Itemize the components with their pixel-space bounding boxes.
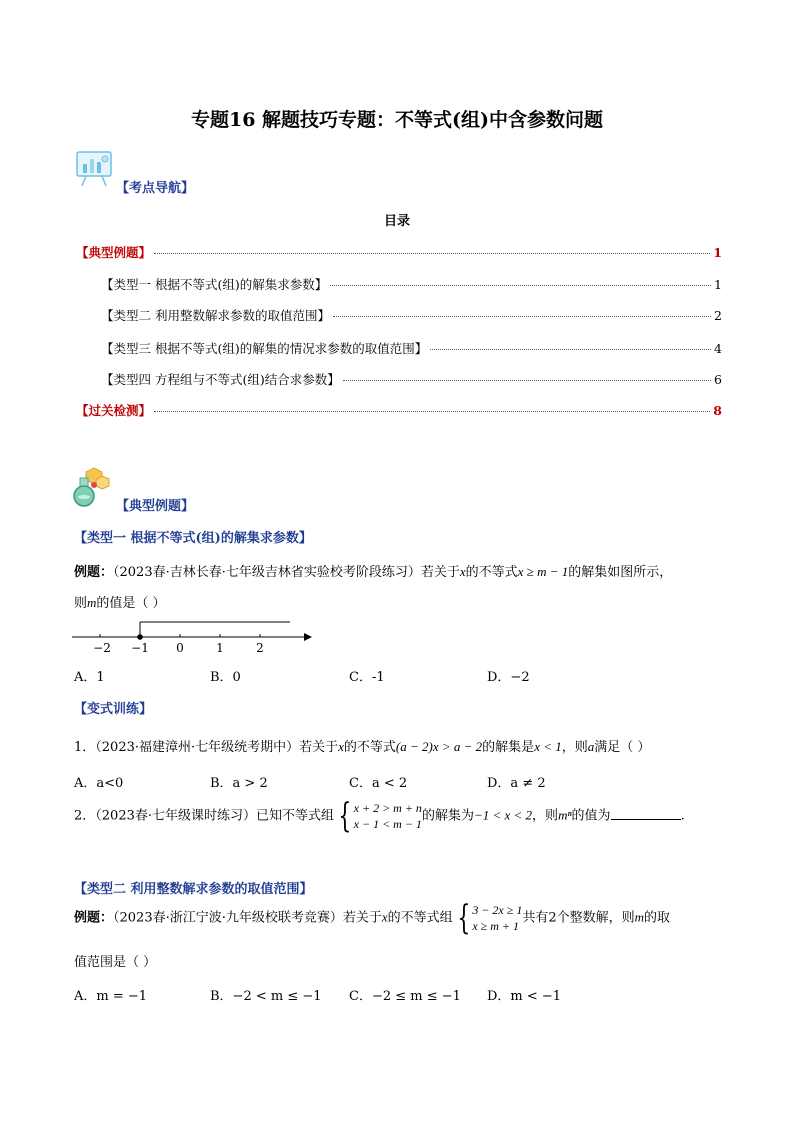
toc-row[interactable]	[101, 306, 722, 324]
section-label: 【典型例题】	[116, 499, 195, 514]
choice-d[interactable]: D．m < −1	[487, 989, 562, 1004]
tick-label: 0	[176, 641, 184, 655]
choice-d[interactable]: D．a ≠ 2	[487, 776, 546, 791]
toc-row-page: 2	[714, 308, 722, 323]
choice-a[interactable]: A．1	[74, 670, 105, 685]
type2-example	[74, 898, 671, 938]
number-line	[72, 614, 312, 658]
toc-row-page: 1	[713, 245, 722, 260]
solution: −1 < x < 2	[473, 807, 533, 823]
tick-label: −2	[93, 641, 111, 655]
brace: {	[457, 898, 470, 938]
q1-e: 满足（ ）	[594, 740, 651, 755]
toc-row[interactable]	[101, 370, 722, 388]
q1-b: 的不等式	[343, 740, 396, 755]
q1-a: 1．（2023·福建漳州·七年级统考期中）若关于	[74, 740, 339, 755]
system-line: x − 1 < m − 1	[353, 817, 422, 831]
example-text: （2023春·吉林长春·七年级吉林省实验校考阶段练习）若关于	[113, 565, 460, 580]
brace: {	[338, 796, 352, 836]
toc-row[interactable]	[101, 275, 722, 293]
solution: x < 1	[534, 739, 562, 754]
toc-row-page: 1	[714, 277, 722, 292]
var-m: m	[634, 909, 644, 925]
choice-d[interactable]: D．−2	[487, 670, 530, 685]
example-mid: 的不等式	[465, 565, 518, 580]
choice-a[interactable]: A．a<0	[74, 776, 124, 791]
flask-icon	[72, 466, 112, 508]
tick-label: −1	[131, 641, 149, 655]
page-title: 专题16 解题技巧专题：不等式(组)中含参数问题	[190, 109, 604, 131]
toc-leader	[154, 411, 710, 412]
choice-b[interactable]: B．−2 < m ≤ −1	[210, 989, 322, 1004]
q2-b: 的解集为	[421, 808, 474, 824]
number-line-arrow	[304, 633, 312, 641]
q1-text	[74, 736, 650, 755]
toc-row-label: 【类型二 利用整数解求参数的取值范围】	[101, 308, 330, 323]
toc-row[interactable]	[76, 243, 722, 261]
inequality-system	[453, 898, 523, 938]
var-x: x	[338, 739, 344, 754]
practice-label: 【变式训练】	[74, 702, 153, 717]
var-x: x	[381, 909, 388, 925]
toc-row-label: 【过关检测】	[76, 403, 152, 418]
example-label: 例题：	[74, 565, 114, 580]
toc-row-page: 8	[713, 403, 722, 418]
solution-point	[137, 634, 143, 640]
inequality: x ≥ m − 1	[517, 564, 569, 579]
expression: mⁿ	[558, 807, 572, 823]
example-text: （2023春·浙江宁波·九年级校联考竞赛）若关于	[113, 910, 382, 926]
example-tail: 的解集如图所示，	[568, 565, 673, 580]
type1-heading: 【类型一 根据不等式(组)的解集求参数】	[74, 531, 312, 546]
toc-leader	[430, 349, 711, 350]
q2-text	[74, 796, 685, 836]
toc-leader	[333, 316, 711, 317]
choice-b[interactable]: B．0	[210, 670, 241, 685]
toc-row-label: 【类型三 根据不等式(组)的解集的情况求参数的取值范围】	[101, 341, 428, 356]
var-m: m	[87, 595, 97, 610]
system-line: x ≥ m + 1	[472, 919, 519, 933]
q1-c: 的解集是	[482, 740, 535, 755]
tick-label: 1	[216, 641, 224, 655]
nav-label: 【考点导航】	[116, 181, 195, 196]
type1-example	[74, 561, 672, 580]
example-mid: 的不等式组	[387, 910, 453, 926]
q1-d: ，则	[561, 740, 588, 755]
presentation-board-icon	[74, 150, 116, 188]
q2-c: ，则	[532, 808, 559, 824]
toc-row-page: 6	[714, 372, 722, 387]
line2-a: 则	[74, 596, 88, 611]
system-line: x + 2 > m + n	[353, 801, 422, 815]
choice-c[interactable]: C．−2 ≤ m ≤ −1	[349, 989, 461, 1004]
toc-leader	[154, 253, 710, 254]
toc-row[interactable]	[76, 401, 722, 419]
toc-row-label: 【典型例题】	[76, 245, 152, 260]
toc-leader	[330, 285, 711, 286]
line2-b: 的值是（ ）	[96, 596, 166, 611]
toc-row-label: 【类型四 方程组与不等式(组)结合求参数】	[101, 372, 340, 387]
toc-row-page: 4	[714, 341, 722, 356]
system-line: 3 − 2x ≥ 1	[472, 903, 523, 917]
type1-example-line2	[74, 592, 166, 611]
choice-c[interactable]: C．-1	[349, 670, 385, 685]
q2-d: 的值为	[571, 808, 611, 824]
q2-e: .	[680, 808, 685, 824]
example-tail2: 的取	[644, 910, 671, 926]
type2-example-line2: 值范围是（ ）	[74, 955, 157, 970]
toc-row-label: 【类型一 根据不等式(组)的解集求参数】	[101, 277, 328, 292]
choice-b[interactable]: B．a > 2	[210, 776, 268, 791]
var-x: x	[459, 564, 466, 579]
inequality-system	[334, 796, 422, 836]
choice-a[interactable]: A．m = −1	[74, 989, 148, 1004]
tick-label: 2	[256, 641, 264, 655]
choice-c[interactable]: C．a < 2	[349, 776, 408, 791]
toc-leader	[343, 380, 711, 381]
inequality: (a − 2)x > a − 2	[395, 739, 483, 754]
toc-row[interactable]	[101, 339, 722, 357]
toc-heading: 目录	[383, 214, 410, 229]
answer-blank[interactable]	[611, 807, 681, 820]
type2-heading: 【类型二 利用整数解求参数的取值范围】	[74, 882, 313, 897]
var-a: a	[587, 739, 595, 754]
example-label: 例题：	[74, 910, 114, 926]
example-tail: 共有2个整数解，则	[522, 910, 635, 926]
q2-a: 2．（2023春·七年级课时练习）已知不等式组	[74, 808, 334, 824]
